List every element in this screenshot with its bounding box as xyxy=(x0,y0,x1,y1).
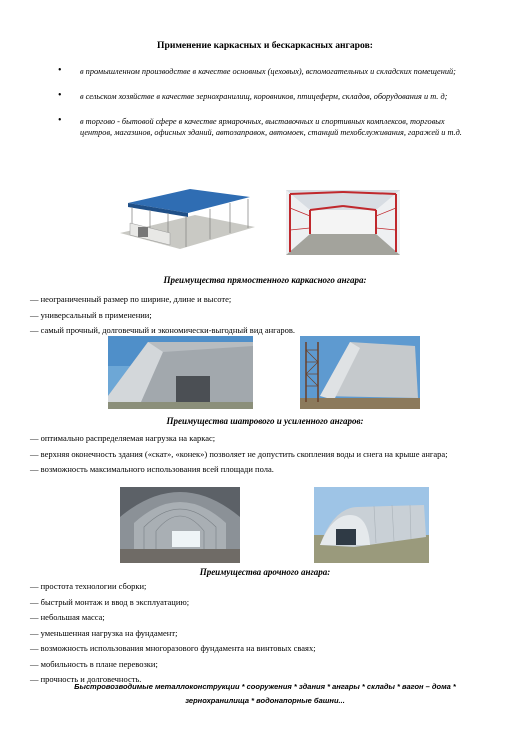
frame-hangar-interior-photo xyxy=(286,190,400,255)
tent-hangar-photo xyxy=(108,336,253,409)
section-heading-straight-wall: Преимущества прямостенного каркасного ангара: xyxy=(163,275,367,285)
footer-line-2: зернохранилища * водонапорные башни... xyxy=(185,696,345,705)
arch-hangar-interior-photo xyxy=(120,487,240,563)
section-list-arch xyxy=(30,579,480,688)
footer-line-1: Быстровозводимые металлоконструкции * сооружения * здания * ангары * склады * вагон – дома * xyxy=(74,682,456,691)
list-item: — возможность использования многоразового фундамента на винтовых сваях; xyxy=(30,643,316,653)
list-item: — прочность и долговечность. xyxy=(30,674,142,684)
list-item: — возможность максимального использования всей площади пола. xyxy=(30,464,274,474)
uses-list xyxy=(58,66,478,152)
list-item: — оптимально распределяемая нагрузка на каркас; xyxy=(30,433,216,443)
list-item: — уменьшенная нагрузка на фундамент; xyxy=(30,627,178,638)
list-item: — самый прочный, долговечный и экономически-выгодный вид ангаров. xyxy=(30,325,296,335)
section-heading-tent: Преимущества шатрового и усиленного ангаров: xyxy=(166,416,364,426)
page-title: Применение каркасных и бескаркасных ангаров: xyxy=(157,40,373,51)
section-list-tent xyxy=(30,431,490,478)
reinforced-hangar-photo xyxy=(300,336,420,409)
list-item: — быстрый монтаж и ввод в эксплуатацию; xyxy=(30,596,190,607)
section-heading-arch: Преимущества арочного ангара: xyxy=(199,567,331,577)
list-item: — небольшая масса; xyxy=(30,612,105,622)
list-item: — неограниченный размер по ширине, длине и высоте; xyxy=(30,294,232,304)
footer xyxy=(0,680,530,708)
arch-hangar-exterior-photo xyxy=(314,487,429,563)
list-item: — верхняя оконечность здания («скат», «конек») позволяет не допустить скопления воды и снега на крыше ангара; xyxy=(30,448,448,459)
uses-item-industry: • в промышленном производстве в качестве основных (цеховых), вспомогательных и складских помещений; xyxy=(58,66,478,77)
list-item: — мобильность в плане перевозки; xyxy=(30,658,158,669)
uses-item-trade: • в торгово - бытовой сфере в качестве ярмарочных, выставочных и спортивных комплексов, торговых центров, магазинов, офисных зданий, автозаправок, автомоек, станций техобслуживания, гаражей и т.д. xyxy=(58,116,478,138)
section-list-straight-wall xyxy=(30,292,480,339)
frame-hangar-exterior-photo xyxy=(110,183,260,255)
list-item: — простота технологии сборки; xyxy=(30,581,147,591)
uses-item-agriculture: • в сельском хозяйстве в качестве зернохранилищ, коровников, птицеферм, складов, оборудования и т. д; xyxy=(58,91,478,102)
list-item: — универсальный в применении; xyxy=(30,309,152,320)
